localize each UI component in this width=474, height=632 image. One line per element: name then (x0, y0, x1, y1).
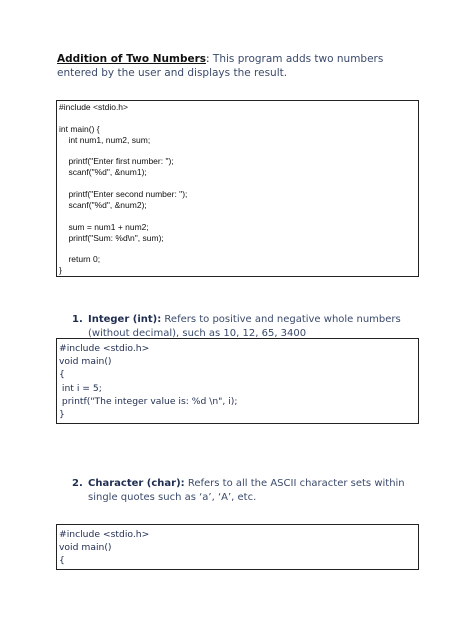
intro-paragraph (57, 52, 427, 80)
code-line: scanf("%d", &num1); (59, 167, 147, 178)
item-description: Refers to all the ASCII character sets within single quotes such as ‘a’, ‘A’, etc. (88, 478, 405, 503)
code-line: sum = num1 + num2; (59, 221, 149, 232)
code-line: int i = 5; (59, 382, 102, 394)
item-description: Refers to positive and negative whole numbers (without decimal), such as 10, 12, 65, 3400 (88, 314, 401, 339)
code-line: scanf("%d", &num2); (59, 200, 147, 211)
code-line: void main() (59, 542, 112, 554)
code-line: } (59, 408, 65, 420)
code-line: int main() { (59, 123, 100, 134)
code-line: int num1, num2, sum; (59, 134, 151, 145)
code-line: printf("Enter second number: "); (59, 189, 188, 200)
code-line: printf("Enter first number: "); (59, 156, 174, 167)
code-line (59, 244, 418, 255)
code-line: return 0; (59, 254, 101, 265)
code-line: void main() (59, 356, 112, 368)
code-line (59, 211, 418, 222)
code-block-integer (56, 338, 419, 424)
code-line: { (59, 555, 65, 567)
list-item-integer (72, 313, 427, 340)
code-block-character (56, 524, 419, 570)
code-line (59, 146, 418, 157)
title-separator: : (206, 53, 210, 65)
code-line: #include <stdio.h> (59, 102, 128, 112)
section-title: Addition of Two Numbers (57, 53, 207, 65)
list-item-character (72, 477, 427, 504)
intro-text: This program adds two numbers entered by the user and displays the result. (57, 53, 384, 79)
code-line: printf("Sum: %d\n", sum); (59, 232, 164, 243)
code-line: printf("The integer value is: %d \n", i); (59, 395, 238, 407)
code-line: } (59, 265, 62, 276)
code-line: #include <stdio.h> (59, 529, 150, 540)
code-line (59, 178, 418, 189)
code-block-addition (56, 100, 419, 277)
code-line: { (59, 369, 65, 381)
list-number: 2. (72, 478, 83, 489)
term-character: Character (char): (88, 478, 185, 489)
code-line (59, 113, 418, 124)
list-number: 1. (72, 314, 83, 325)
code-line: #include <stdio.h> (59, 343, 150, 354)
term-integer: Integer (int): (88, 314, 162, 325)
